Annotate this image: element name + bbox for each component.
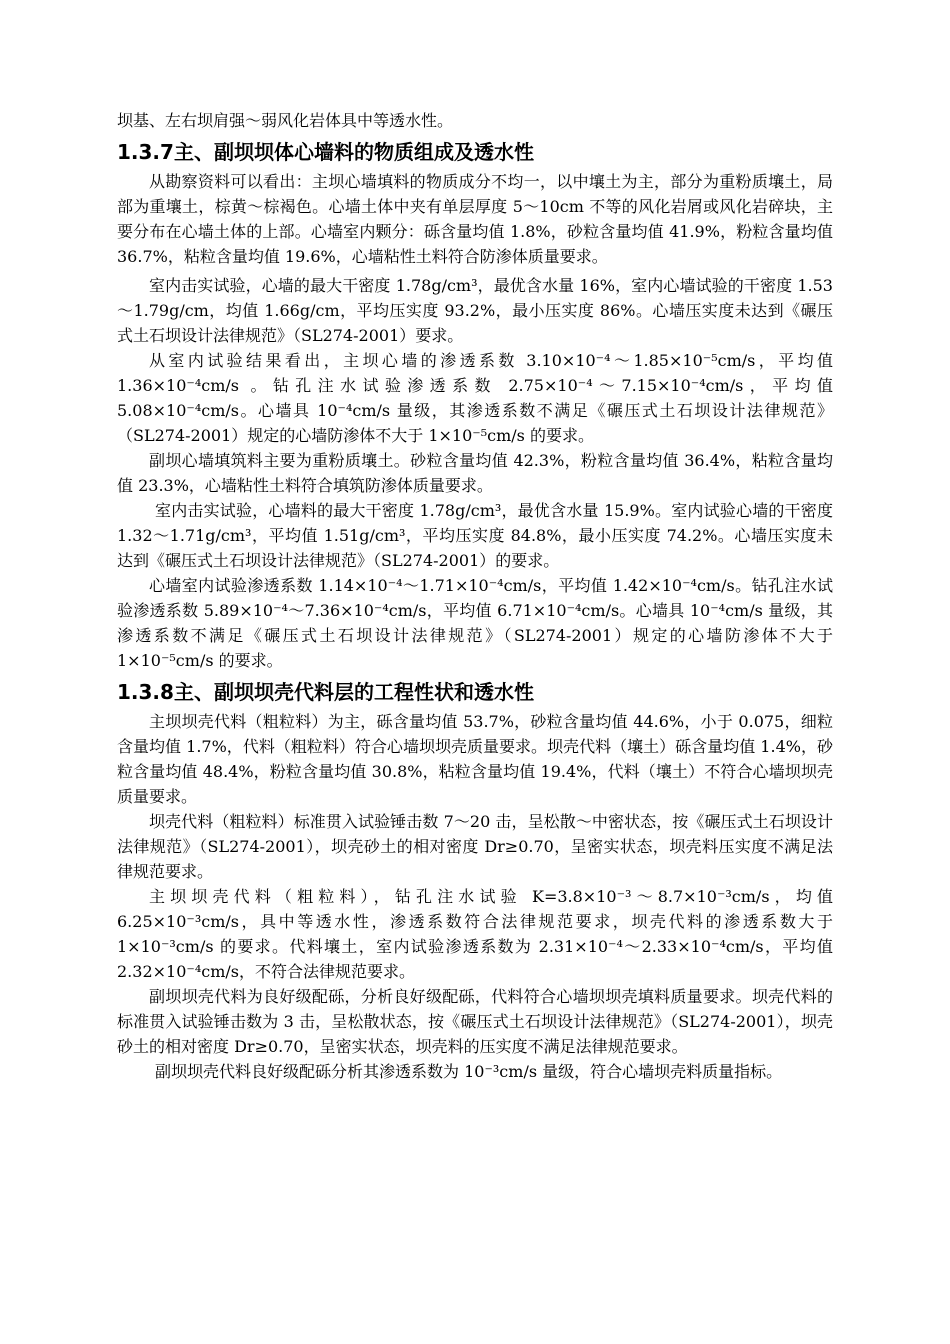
intro-paragraph: 坝基、左右坝肩强～弱风化岩体具中等透水性。: [117, 111, 454, 130]
document-page: [117, 108, 833, 1084]
paragraph-138-5: 副坝坝壳代料良好级配砾分析其渗透系数为 10⁻³cm/s 量级，符合心墙坝壳料质量指标。: [155, 1062, 783, 1081]
paragraph-137-4: 副坝心墙填筑料主要为重粉质壤土。砂粒含量均值 42.3%，粉粒含量均值 36.4%，粘粒含量均值 23.3%，心墙粘性土料符合填筑防渗体质量要求。: [117, 451, 833, 495]
paragraph-137-2: 室内击实试验，心墙的最大干密度 1.78g/cm³，最优含水量 16%，室内心墙试验的干密度 1.53～1.79g/cm，均值 1.66g/cm，平均压实度 93.2%，最小压实度 86%。心墙压实度未达到《碾压式土石坝设计法律规范》（SL274-2001）要求。: [117, 276, 833, 345]
paragraph-137-1: 从勘察资料可以看出：主坝心墙填料的物质成分不均一，以中壤土为主，部分为重粉质壤土，局部为重壤土，棕黄～棕褐色。心墙土体中夹有单层厚度 5～10cm 不等的风化岩屑或风化岩碎块，主要分布在心墙土体的上部。心墙室内颗分：砾含量均值 1.8%，砂粒含量均值 41.9%，粉粒含量均值 36.7%，粘粒含量均值 19.6%，心墙粘性土料符合防渗体质量要求。: [117, 172, 833, 266]
paragraph-137-6: 心墙室内试验渗透系数 1.14×10⁻⁴～1.71×10⁻⁴cm/s，平均值 1.42×10⁻⁴cm/s。钻孔注水试验渗透系数 5.89×10⁻⁴～7.36×10⁻⁴cm/s，平均值 6.71×10⁻⁴cm/s。心墙具 10⁻⁴cm/s 量级，其渗透系数不满足《碾压式土石坝设计法律规范》（SL274-2001）规定的心墙防渗体不大于 1×10⁻⁵cm/s 的要求。: [117, 576, 833, 670]
section-heading-1-3-7: 1.3.7主、副坝坝体心墙料的物质组成及透水性: [117, 140, 534, 164]
paragraph-138-1: 主坝坝壳代料（粗粒料）为主，砾含量均值 53.7%，砂粒含量均值 44.6%，小于 0.075，细粒含量均值 1.7%，代料（粗粒料）符合心墙坝坝壳质量要求。坝壳代料（壤土）砾含量均值 1.4%，砂粒含量均值 48.4%，粉粒含量均值 30.8%，粘粒含量均值 19.4%，代料（壤土）不符合心墙坝坝壳质量要求。: [117, 712, 833, 806]
paragraph-137-5: 室内击实试验，心墙料的最大干密度 1.78g/cm³，最优含水量 15.9%。室内试验心墙的干密度 1.32～1.71g/cm³，平均值 1.51g/cm³，平均压实度 84.8%，最小压实度 74.2%。心墙压实度未达到《碾压式土石坝设计法律规范》（SL274-2001）的要求。: [117, 501, 833, 570]
section-heading-1-3-8: 1.3.8主、副坝坝壳代料层的工程性状和透水性: [117, 680, 534, 704]
paragraph-137-3: 从室内试验结果看出，主坝心墙的渗透系数 3.10×10⁻⁴～1.85×10⁻⁵cm/s，平均值 1.36×10⁻⁴cm/s 。钻孔注水试验渗透系数 2.75×10⁻⁴～7.15×10⁻⁴cm/s，平均值 5.08×10⁻⁴cm/s。心墙具 10⁻⁴cm/s 量级，其渗透系数不满足《碾压式土石坝设计法律规范》（SL274-2001）规定的心墙防渗体不大于 1×10⁻⁵cm/s 的要求。: [117, 351, 833, 445]
paragraph-138-4: 副坝坝壳代料为良好级配砾，分析良好级配砾，代料符合心墙坝坝壳填料质量要求。坝壳代料的标准贯入试验锤击数为 3 击，呈松散状态，按《碾压式土石坝设计法律规范》（SL274-2001），坝壳砂土的相对密度 Dr≥0.70，呈密实状态，坝壳料的压实度不满足法律规范要求。: [117, 987, 833, 1056]
paragraph-138-3: 主坝坝壳代料（粗粒料），钻孔注水试验 K=3.8×10⁻³～8.7×10⁻³cm/s，均值 6.25×10⁻³cm/s，具中等透水性，渗透系数符合法律规范要求，坝壳代料的渗透系数大于 1×10⁻³cm/s 的要求。代料壤土，室内试验渗透系数为 2.31×10⁻⁴～2.33×10⁻⁴cm/s，平均值 2.32×10⁻⁴cm/s，不符合法律规范要求。: [117, 887, 833, 981]
paragraph-138-2: 坝壳代料（粗粒料）标准贯入试验锤击数 7～20 击，呈松散～中密状态，按《碾压式土石坝设计法律规范》（SL274-2001），坝壳砂土的相对密度 Dr≥0.70，呈密实状态，坝壳料压实度不满足法律规范要求。: [117, 812, 833, 881]
